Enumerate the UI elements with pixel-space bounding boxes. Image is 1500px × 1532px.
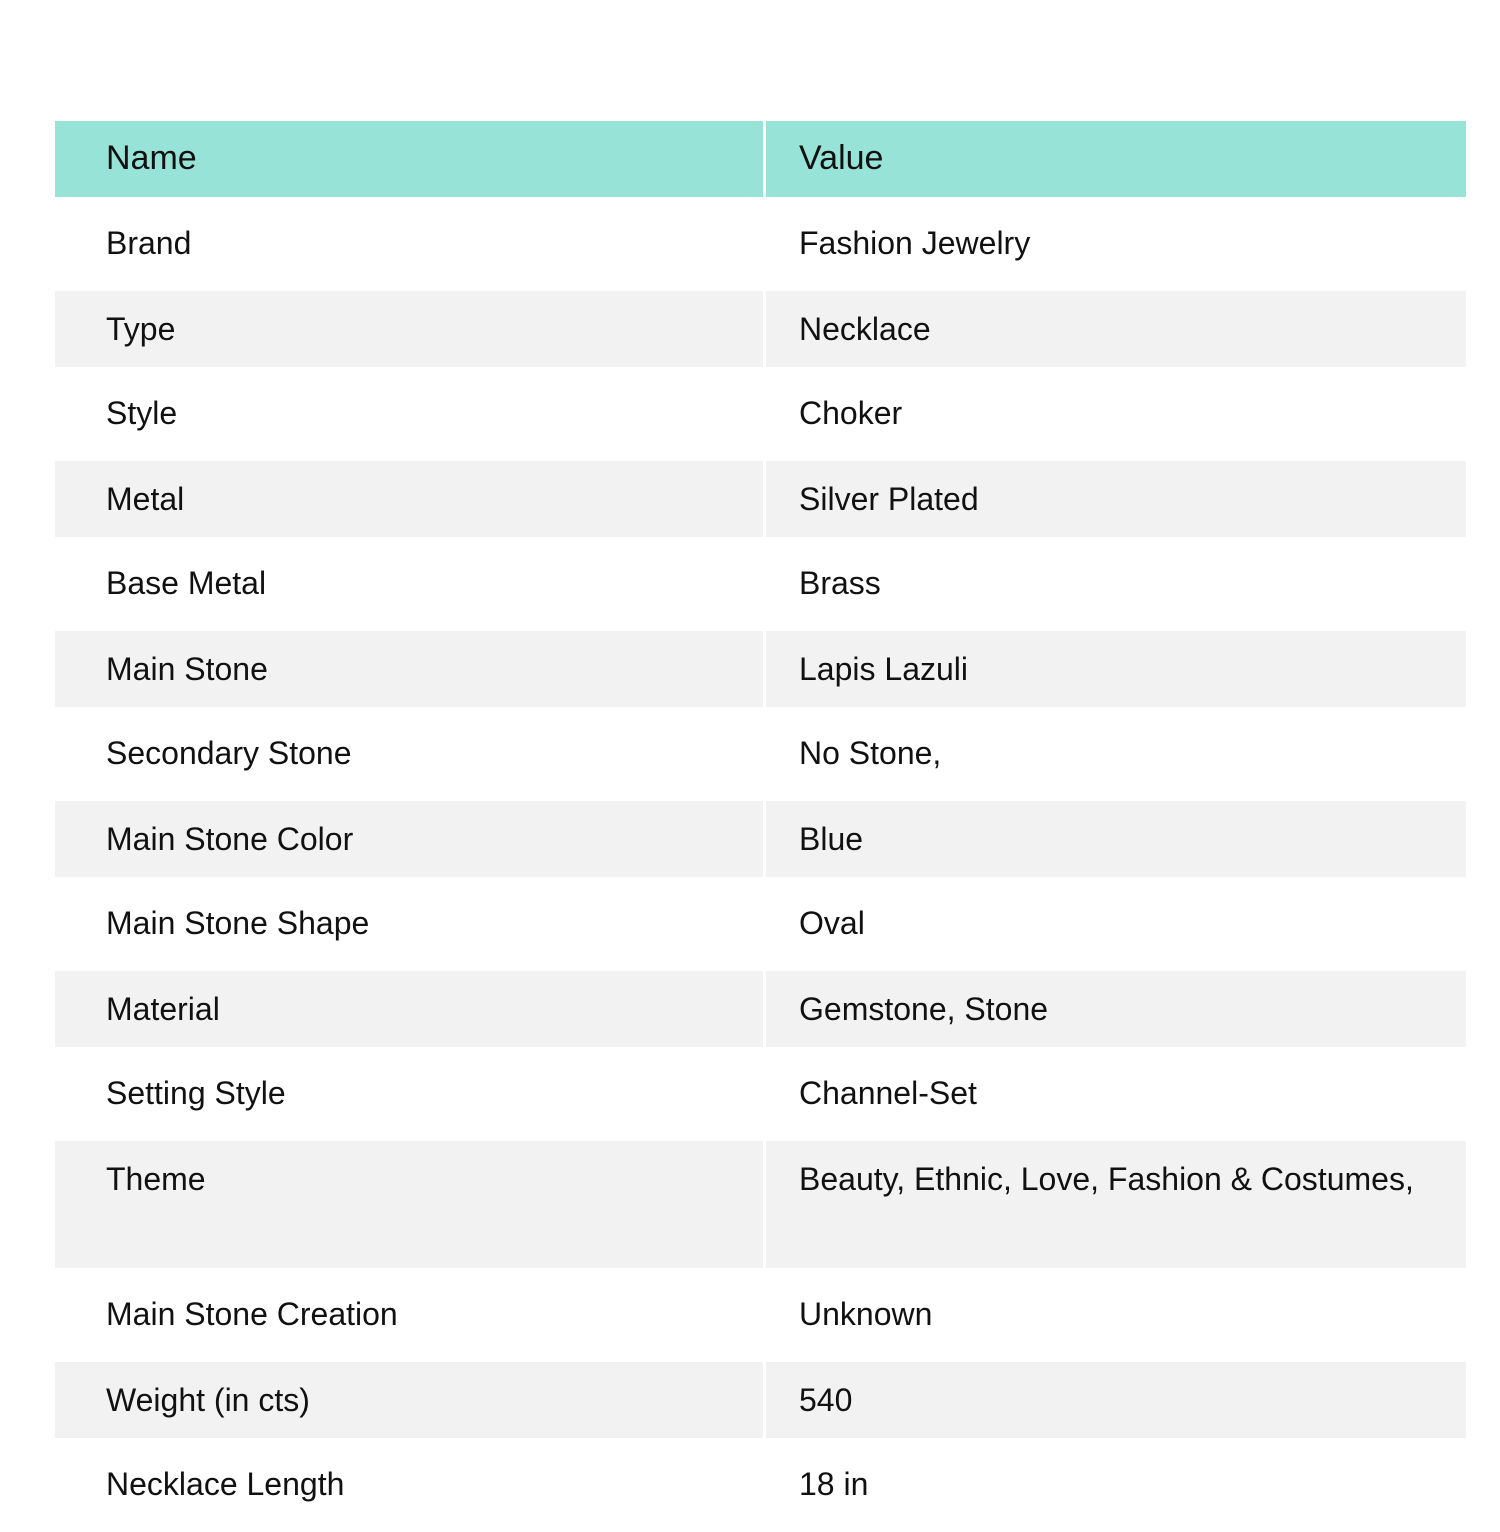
table-row [55, 877, 1466, 971]
row-name-cell: Main Stone Color [55, 801, 766, 877]
row-name-cell: Type [55, 291, 766, 367]
row-value-cell: Channel-Set [799, 1075, 977, 1111]
row-name-cell: Secondary Stone [55, 707, 766, 801]
row-name-cell: Brand [55, 197, 766, 291]
column-header-value: Value [766, 121, 1466, 197]
table-row [55, 801, 1466, 877]
row-value-cell: Lapis Lazuli [766, 631, 1466, 707]
table-row [55, 971, 1466, 1047]
row-value-cell: No Stone, [799, 735, 942, 771]
row-value-cell: Blue [766, 801, 1466, 877]
row-value-cell: Oval [799, 905, 865, 941]
row-value-cell: Gemstone, Stone [766, 971, 1466, 1047]
row-name-cell: Setting Style [55, 1047, 766, 1141]
row-value-cell: Choker [799, 395, 903, 431]
row-name-cell: Main Stone Creation [55, 1268, 766, 1362]
row-value-cell: Silver Plated [766, 461, 1466, 537]
row-value-cell: Fashion Jewelry [799, 225, 1031, 261]
row-name-cell: Main Stone [55, 631, 766, 707]
table-row [55, 1362, 1466, 1438]
table-row [55, 537, 1466, 631]
table-row [55, 1047, 1466, 1141]
row-name-cell: Theme [55, 1141, 766, 1268]
table-row [55, 197, 1466, 291]
table-row [55, 1438, 1466, 1532]
product-specs-table [55, 121, 1466, 1532]
table-row [55, 1268, 1466, 1362]
table-row [55, 461, 1466, 537]
row-name-cell: Metal [55, 461, 766, 537]
table-row [55, 367, 1466, 461]
row-value-cell: Necklace [766, 291, 1466, 367]
row-value-cell: Brass [799, 565, 881, 601]
row-name-cell: Style [55, 367, 766, 461]
row-name-cell: Base Metal [55, 537, 766, 631]
table-row [55, 707, 1466, 801]
table-row [55, 291, 1466, 367]
row-value-cell: 18 in [799, 1466, 869, 1502]
row-name-cell: Necklace Length [55, 1438, 766, 1532]
table-row [55, 1141, 1466, 1268]
row-value-cell: 540 [766, 1362, 1466, 1438]
column-header-name: Name [55, 121, 766, 197]
table-header-row [55, 121, 1466, 197]
row-value-cell: Beauty, Ethnic, Love, Fashion & Costumes, [766, 1141, 1466, 1268]
row-name-cell: Weight (in cts) [55, 1362, 766, 1438]
table-row [55, 631, 1466, 707]
row-name-cell: Main Stone Shape [55, 877, 766, 971]
row-name-cell: Material [55, 971, 766, 1047]
row-value-cell: Unknown [799, 1296, 933, 1332]
